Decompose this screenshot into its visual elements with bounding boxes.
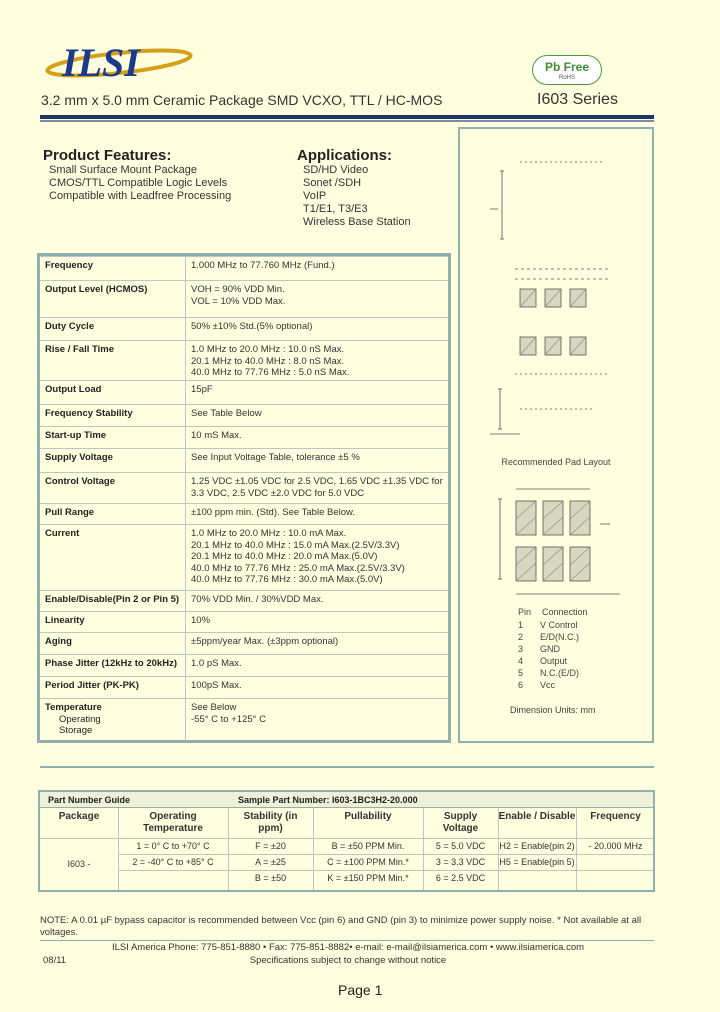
spec-row-supply-voltage <box>40 448 448 472</box>
spec-label: Control Voltage <box>45 476 116 487</box>
series-name: I603 Series <box>537 91 618 108</box>
spec-label: Output Level (HCMOS) <box>45 284 148 295</box>
badge-sub: RoHS <box>558 75 575 81</box>
spec-label: Linearity <box>45 615 85 626</box>
col-package: Package <box>58 811 100 822</box>
spec-value: 100pS Max. <box>191 680 242 691</box>
spec-value: 1.0 MHz to 20.0 MHz : 10.0 mA Max. 20.1 MHz to 40.0 MHz : 15.0 mA Max.(2.5V/3.3V) 20.1 MHz to 40.0 MHz : 20.0 mA Max.(5.0V) 40.0 MHz to 77.76 MHz : 25.0 mA Max.(2.5V/3.3V) 40.0 MHz to 77.76 MHz : 30.0 mA Max.(5.0V) <box>191 528 405 585</box>
page-title: 3.2 mm x 5.0 mm Ceramic Package SMD VCXO, TTL / HC-MOS <box>41 92 443 108</box>
col-supply-voltage: Supply Voltage <box>442 811 479 834</box>
pad-layout-title: Recommended Pad Layout <box>501 457 611 467</box>
application-item: T1/E1, T3/E3 <box>303 203 368 215</box>
spec-row-output-load <box>40 380 448 404</box>
spec-row-enable-disable <box>40 590 448 611</box>
spec-label: Rise / Fall Time <box>45 344 114 355</box>
col-enable-disable: Enable / Disable <box>498 811 576 822</box>
pullability-option: C = ±100 PPM Min.* <box>327 857 409 867</box>
spec-row-phase-jitter <box>40 654 448 676</box>
spec-value: VOH = 90% VDD Min. VOL = 10% VDD Max. <box>191 284 286 307</box>
application-item: Wireless Base Station <box>303 216 411 228</box>
spec-value: 1.0 pS Max. <box>191 658 242 669</box>
spec-label: Pull Range <box>45 507 95 518</box>
features-list <box>49 164 231 203</box>
enable-option: H2 = Enable(pin 2) <box>499 841 575 851</box>
pullability-option: K = ±150 PPM Min.* <box>327 873 409 883</box>
spec-label: Current <box>45 528 80 539</box>
feature-item: Small Surface Mount Package <box>49 164 197 176</box>
pullability-option: B = ±50 PPM Min. <box>331 841 405 851</box>
spec-value: 50% ±10% Std.(5% optional) <box>191 321 313 332</box>
spec-row-output-level <box>40 280 448 317</box>
spec-label: Frequency <box>45 260 94 271</box>
guide-title: Part Number Guide <box>48 795 131 805</box>
ilsi-logo <box>44 40 194 86</box>
col-stability: Stability (in ppm) <box>243 811 298 834</box>
spec-row-duty-cycle <box>40 317 448 340</box>
badge-main: Pb Free <box>544 60 589 74</box>
spec-label: Frequency Stability <box>45 408 133 419</box>
spec-value: See Below -55° C to +125° C <box>191 702 266 725</box>
part-number-guide <box>38 790 655 892</box>
pin-header: Pin <box>518 607 532 617</box>
spec-label: Temperature Operating Storage <box>45 702 102 736</box>
divider <box>40 766 654 768</box>
header-rule <box>40 115 654 119</box>
voltage-option: 6 = 2.5 VDC <box>435 873 486 883</box>
contact-info: ILSI America Phone: 775-851-8880 • Fax: 775-851-8882• e-mail: e-mail@ilsiamerica.com • www.ilsiamerica.com <box>111 942 585 953</box>
spec-value: 1.000 MHz to 77.760 MHz (Fund.) <box>191 260 335 271</box>
guide-header <box>40 792 653 808</box>
header-rule-thin <box>40 120 654 122</box>
spec-row-frequency <box>40 256 448 280</box>
spec-value: 10 mS Max. <box>191 430 242 441</box>
spec-row-aging <box>40 632 448 654</box>
stability-option: A = ±25 <box>255 857 286 867</box>
col-pullability: Pullability <box>344 811 392 822</box>
spec-label: Duty Cycle <box>45 321 95 332</box>
dimension-units: Dimension Units: mm <box>510 705 596 715</box>
bypass-note: NOTE: A 0.01 µF bypass capacitor is recommended between Vcc (pin 6) and GND (pin 3) to minimize power supply noise. * Not available at all voltages. <box>40 915 642 938</box>
temp-option: 1 = 0° C to +70° C <box>136 841 210 851</box>
spec-value: 15pF <box>191 384 213 395</box>
col-frequency: Frequency <box>590 811 641 822</box>
spec-row-rise-fall <box>40 340 448 380</box>
spec-value: See Table Below <box>191 408 262 419</box>
feature-item: CMOS/TTL Compatible Logic Levels <box>49 177 228 189</box>
col-operating-temp: Operating Temperature <box>143 811 203 834</box>
pb-free-badge <box>532 55 602 85</box>
spec-row-period-jitter <box>40 676 448 698</box>
spec-value: See Input Voltage Table, tolerance ±5 % <box>191 452 360 463</box>
features-heading: Product Features: <box>43 147 172 164</box>
spec-row-current <box>40 524 448 590</box>
spec-row-frequency-stability <box>40 404 448 426</box>
spec-value: 70% VDD Min. / 30%VDD Max. <box>191 594 324 605</box>
spec-label: Supply Voltage <box>45 452 113 463</box>
feature-item: Compatible with Leadfree Processing <box>49 190 232 202</box>
mechanical-drawing <box>458 127 654 743</box>
frequency-option: - 20.000 MHz <box>588 841 643 851</box>
spec-value: ±5ppm/year Max. (±3ppm optional) <box>191 636 339 647</box>
application-item: SD/HD Video <box>303 164 369 176</box>
footer-divider <box>40 940 654 941</box>
application-item: Sonet /SDH <box>303 177 362 189</box>
spec-label: Phase Jitter (12kHz to 20kHz) <box>45 658 177 669</box>
spec-change-notice: Specifications subject to change without notice <box>249 955 447 966</box>
temp-option: 2 = -40° C to +85° C <box>132 857 214 867</box>
spec-label: Period Jitter (PK-PK) <box>45 680 139 691</box>
sample-part-number: Sample Part Number: I603-1BC3H2-20.000 <box>238 795 418 805</box>
stability-option: B = ±50 <box>254 873 287 883</box>
application-item: VoIP <box>303 190 327 202</box>
voltage-option: 3 = 3.3 VDC <box>435 857 486 867</box>
spec-row-linearity <box>40 611 448 632</box>
spec-value: ±100 ppm min. (Std). See Table Below. <box>191 507 355 518</box>
applications-heading: Applications: <box>297 147 393 164</box>
spec-label: Start-up Time <box>45 430 107 441</box>
spec-row-startup-time <box>40 426 448 448</box>
logo-text: ILSI <box>62 40 140 85</box>
spec-row-temperature <box>40 698 448 740</box>
spec-value: 1.25 VDC ±1.05 VDC for 2.5 VDC, 1.65 VDC ±1.35 VDC for 3.3 VDC, 2.5 VDC ±2.0 VDC for 5.0 VDC <box>191 476 443 499</box>
spec-row-pull-range <box>40 503 448 524</box>
page-number: Page 1 <box>338 982 383 998</box>
connection-header: Connection <box>542 607 588 617</box>
spec-table <box>37 253 451 743</box>
spec-label: Output Load <box>45 384 102 395</box>
voltage-option: 5 = 5.0 VDC <box>435 841 486 851</box>
spec-label: Aging <box>45 636 72 647</box>
spec-label: Enable/Disable(Pin 2 or Pin 5) <box>45 594 180 605</box>
revision-date: 08/11 <box>43 955 67 966</box>
spec-value: 10% <box>191 615 211 626</box>
spec-row-control-voltage <box>40 472 448 503</box>
applications-list <box>303 164 411 229</box>
pin-table: 1 V Control 2 E/D(N.C.) 3 GND 4 Output 5 N.C.(E/D) 6 Vcc <box>518 620 579 690</box>
enable-option: H5 = Enable(pin 5) <box>499 857 575 867</box>
spec-value: 1.0 MHz to 20.0 MHz : 10.0 nS Max. 20.1 MHz to 40.0 MHz : 8.0 nS Max. 40.0 MHz to 77.76 MHz : 5.0 nS Max. <box>191 344 350 378</box>
package-value: I603 - <box>67 859 91 869</box>
stability-option: F = ±20 <box>255 841 286 851</box>
